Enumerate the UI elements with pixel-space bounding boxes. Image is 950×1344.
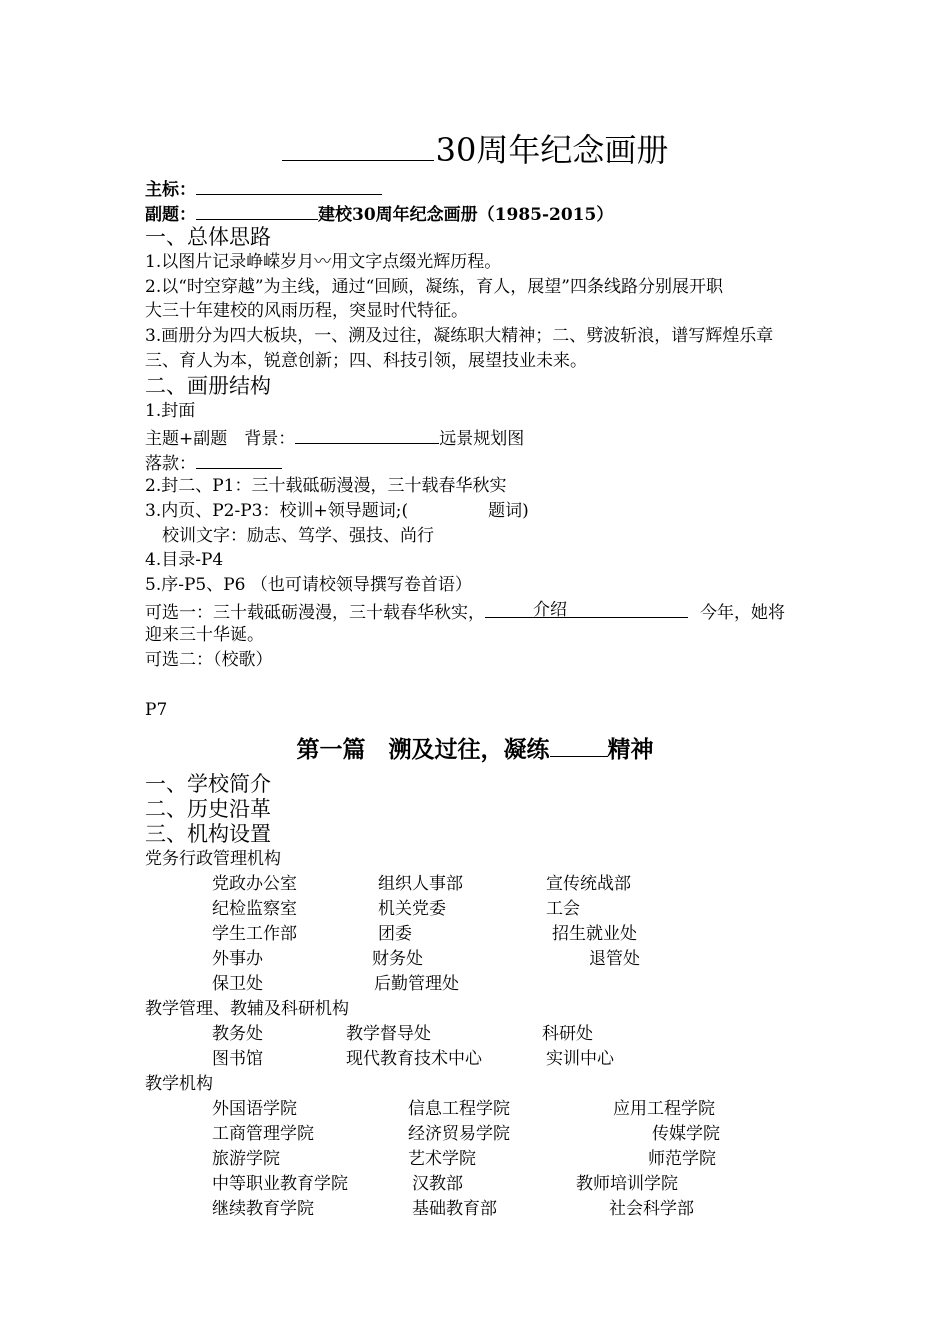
option1-line2: 迎来三十华诞。 [145,625,264,645]
org-unit: 外事办 [212,949,263,969]
org-unit: 团委 [378,924,412,944]
option1-intro-blank [485,599,688,618]
org-group-label: 教学管理、教辅及科研机构 [145,999,349,1019]
option1-text: 可选一：三十载砥砺漫漫，三十载春华秋实， [145,603,485,623]
org-unit: 退管处 [589,949,640,969]
subtitle-label: 副题： [145,205,196,225]
section1-p1: 1.以图片记录峥嵘岁月〰用文字点缀光辉历程。 [145,252,502,272]
title-text: 30周年纪念画册 [435,131,669,169]
org-unit: 艺术学院 [408,1149,476,1169]
option1-tail: 今年，她将 [700,603,785,623]
org-unit: 机关党委 [378,899,446,919]
main-title-line [145,176,382,201]
signature-blank [196,450,282,469]
section1-p2-line1: 2.以“时空穿越”为主线，通过“回顾，凝练，育人，展望”四条线路分别展开职 [145,277,723,297]
document-title [0,130,950,170]
item-inside-cover: 2.封二、P1：三十载砥砺漫漫，三十载春华秋实 [145,476,507,496]
org-unit: 基础教育部 [412,1199,497,1219]
org-group-label: 教学机构 [145,1074,213,1094]
org-unit: 旅游学院 [212,1149,280,1169]
item-cover: 1.封面 [145,401,196,421]
org-unit: 学生工作部 [212,924,297,944]
cover-background-blank [295,425,439,444]
signature-label: 落款： [145,454,196,474]
org-unit: 党政办公室 [212,874,297,894]
cover-background-label: 主题+副题 背景： [145,429,296,449]
org-unit: 招生就业处 [552,924,637,944]
chapter-section-3: 三、机构设置 [145,822,271,846]
org-unit: 教务处 [212,1024,263,1044]
org-unit: 财务处 [372,949,423,969]
chapter-heading-text: 第一篇 溯及过往，凝练 [296,736,550,763]
option1-intro: 介绍 [533,600,567,620]
org-unit: 社会科学部 [609,1199,694,1219]
org-unit: 工商管理学院 [212,1124,314,1144]
org-unit: 工会 [546,899,580,919]
org-unit: 继续教育学院 [212,1199,314,1219]
org-group-label: 党务行政管理机构 [145,849,281,869]
org-unit: 师范学院 [648,1149,716,1169]
inscription-text: 题词) [488,501,529,521]
chapter-heading-tail: 精神 [607,736,654,763]
main-title-blank [196,176,382,195]
org-unit: 图书馆 [212,1049,263,1069]
cover-detail-line [145,425,524,450]
chapter-heading [0,732,950,765]
org-unit: 中等职业教育学院 [212,1174,348,1194]
org-unit: 实训中心 [546,1049,614,1069]
org-unit: 汉教部 [412,1174,463,1194]
section2-heading: 二、画册结构 [145,374,271,398]
chapter-section-2: 二、历史沿革 [145,797,271,821]
org-unit: 科研处 [542,1024,593,1044]
option2-line: 可选二：（校歌） [145,650,273,670]
title-blank [282,130,434,161]
org-unit: 宣传统战部 [546,874,631,894]
subtitle-text: 建校30周年纪念画册（1985-2015） [318,205,614,225]
inner-pages-text: 3.内页、P2-P3：校训+领导题词;( [145,501,409,521]
section1-p2-line2: 大三十年建校的风雨历程，突显时代特征。 [145,301,468,321]
cover-background-value: 远景规划图 [439,429,525,449]
org-unit: 外国语学院 [212,1099,297,1119]
org-unit: 应用工程学院 [613,1099,715,1119]
org-unit: 信息工程学院 [408,1099,510,1119]
chapter-section-1: 一、学校简介 [145,772,271,796]
org-unit: 经济贸易学院 [408,1124,510,1144]
item-preface: 5.序-P5、P6 （也可请校领导撰写卷首语） [145,575,472,595]
org-unit: 保卫处 [212,974,263,994]
item-contents: 4.目录-P4 [145,550,224,570]
org-unit: 组织人事部 [378,874,463,894]
section1-heading: 一、总体思路 [145,225,271,249]
chapter-blank [550,732,608,757]
section1-p3-line1: 3.画册分为四大板块，一、溯及过往，凝练职大精神；二、劈波斩浪，谱写辉煌乐章 [145,326,774,346]
page-marker: P7 [145,700,168,720]
org-unit: 教学督导处 [346,1024,431,1044]
org-unit: 教师培训学院 [576,1174,678,1194]
org-unit: 传媒学院 [652,1124,720,1144]
motto-line: 校训文字：励志、笃学、强技、尚行 [162,526,434,546]
section1-p3-line2: 三、育人为本，锐意创新；四、科技引领，展望技业未来。 [145,351,587,371]
subtitle-line [145,201,613,226]
signature-line [145,450,282,475]
option1-line1 [145,599,785,624]
org-unit: 后勤管理处 [374,974,459,994]
subtitle-blank [196,201,318,220]
item-inner-pages [145,500,529,522]
org-unit: 现代教育技术中心 [346,1049,482,1069]
org-unit: 纪检监察室 [212,899,297,919]
main-title-label: 主标： [145,180,196,200]
